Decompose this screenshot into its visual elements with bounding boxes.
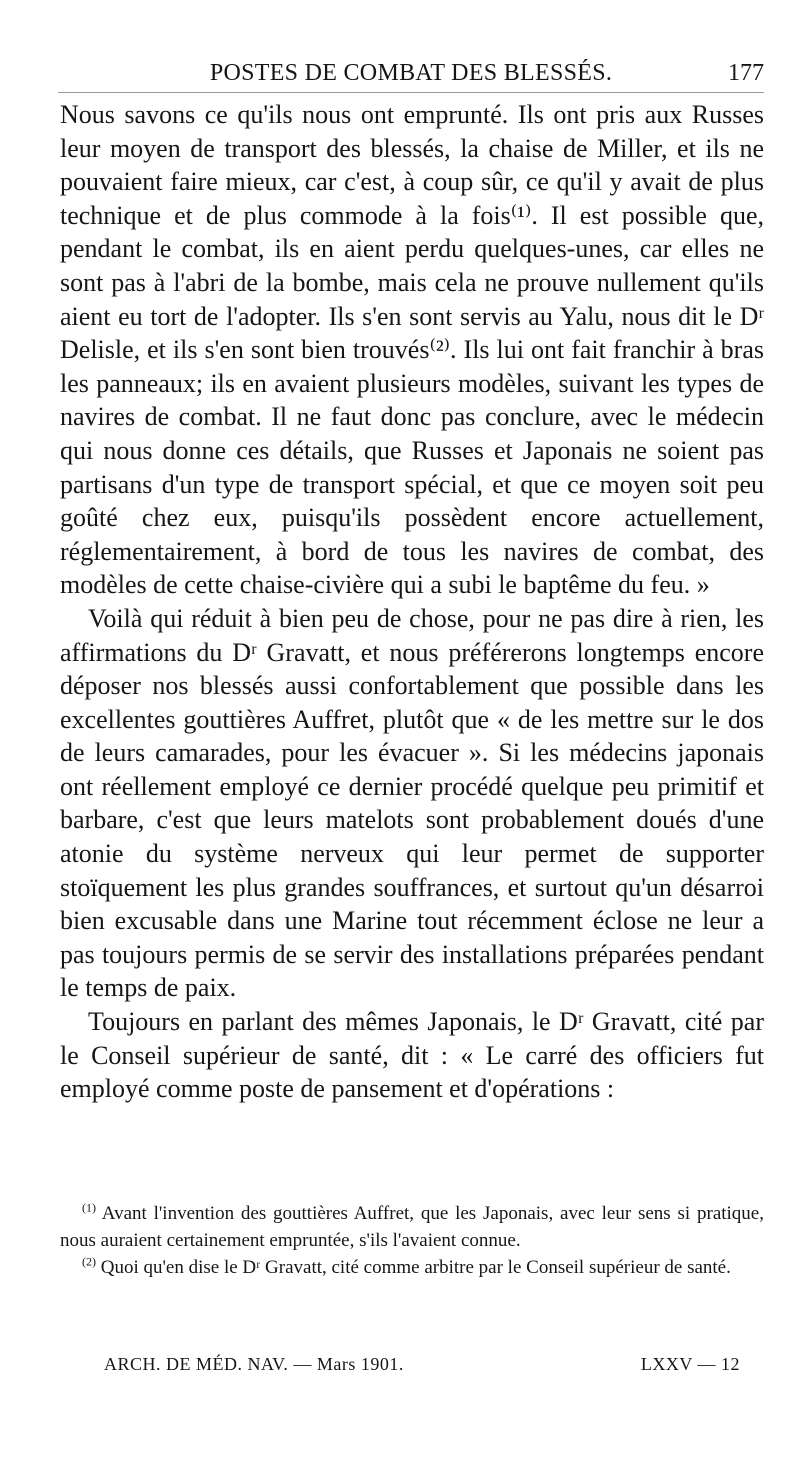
footnote-2-text: Quoi qu'en dise le Dʳ Gravatt, cité comme arbitre par le Conseil supérieur de santé. — [100, 1257, 731, 1278]
running-title: POSTES DE COMBAT DES BLESSÉS. — [209, 60, 613, 86]
page-number: 177 — [728, 60, 764, 86]
footnote-1-mark: (1) — [82, 1200, 96, 1215]
paragraph-2: Voilà qui réduit à bien peu de chose, pour ne pas dire à rien, les affirmations du Dʳ Gravatt, et nous préférerons longtemps encore déposer nos blessés aussi confortablement que possible dans les excellentes gouttières Auffret, plutôt que « de les mettre sur le dos de leurs camarades, pour les évacuer ». Si les médecins japonais ont réellement employé ce dernier procédé quelque peu primitif et barbare, c'est que leurs matelots sont probablement doués d'une atonie du système nerveux qui leur permet de supporter stoïquement les plus grandes souffrances, et surtout qu'un désarroi bien excusable dans une Marine tout récemment éclose ne leur a pas toujours permis de se servir des installations préparées pendant le temps de paix. — [60, 603, 764, 1003]
footnote-1 — [60, 1200, 764, 1254]
paragraph-3: Toujours en parlant des mêmes Japonais, le Dʳ Gravatt, cité par le Conseil supérieur de santé, dit : « Le carré des officiers fut employé comme poste de pansement et d'opérations : — [60, 1007, 764, 1104]
footnote-1-text: Avant l'invention des gouttières Auffret, que les Japonais, avec leur sens si pratique, nous auraient certainement empruntée, s'ils l'avaient connue. — [60, 1203, 764, 1251]
footnote-2 — [60, 1254, 764, 1281]
body-text — [60, 98, 764, 1106]
footer-signature: LXXV — 12 — [640, 1354, 740, 1374]
footer-journal: ARCH. DE MÉD. NAV. — Mars 1901. — [104, 1354, 404, 1374]
footnotes — [60, 1200, 764, 1281]
footnote-2-mark: (2) — [82, 1254, 96, 1269]
page-header — [58, 58, 764, 90]
header-rule — [58, 92, 764, 93]
paragraph-1: Nous savons ce qu'ils nous ont emprunté. Ils ont pris aux Russes leur moyen de transport des blessés, la chaise de Miller, et ils ne pouvaient faire mieux, car c'est, à coup sûr, ce qu'il y avait de plus technique et de plus commode à la fois⁽¹⁾. Il est possible que, pendant le combat, ils en aient perdu quelques-unes, car elles ne sont pas à l'abri de la bombe, mais cela ne prouve nullement qu'ils aient eu tort de l'adopter. Ils s'en sont servis au Yalu, nous dit le Dʳ Delisle, et ils s'en sont bien trouvés⁽²⁾. Ils lui ont fait franchir à bras les panneaux; ils en avaient plusieurs modèles, suivant les types de navires de combat. Il ne faut donc pas conclure, avec le médecin qui nous donne ces détails, que Russes et Japonais ne soient pas partisans d'un type de transport spécial, et que ce moyen soit peu goûté chez eux, puisqu'ils possèdent encore actuellement, réglementairement, à bord de tous les navires de combat, des modèles de cette chaise-civière qui a subi le baptême du feu. » — [60, 100, 764, 600]
page-footer — [104, 1351, 740, 1379]
